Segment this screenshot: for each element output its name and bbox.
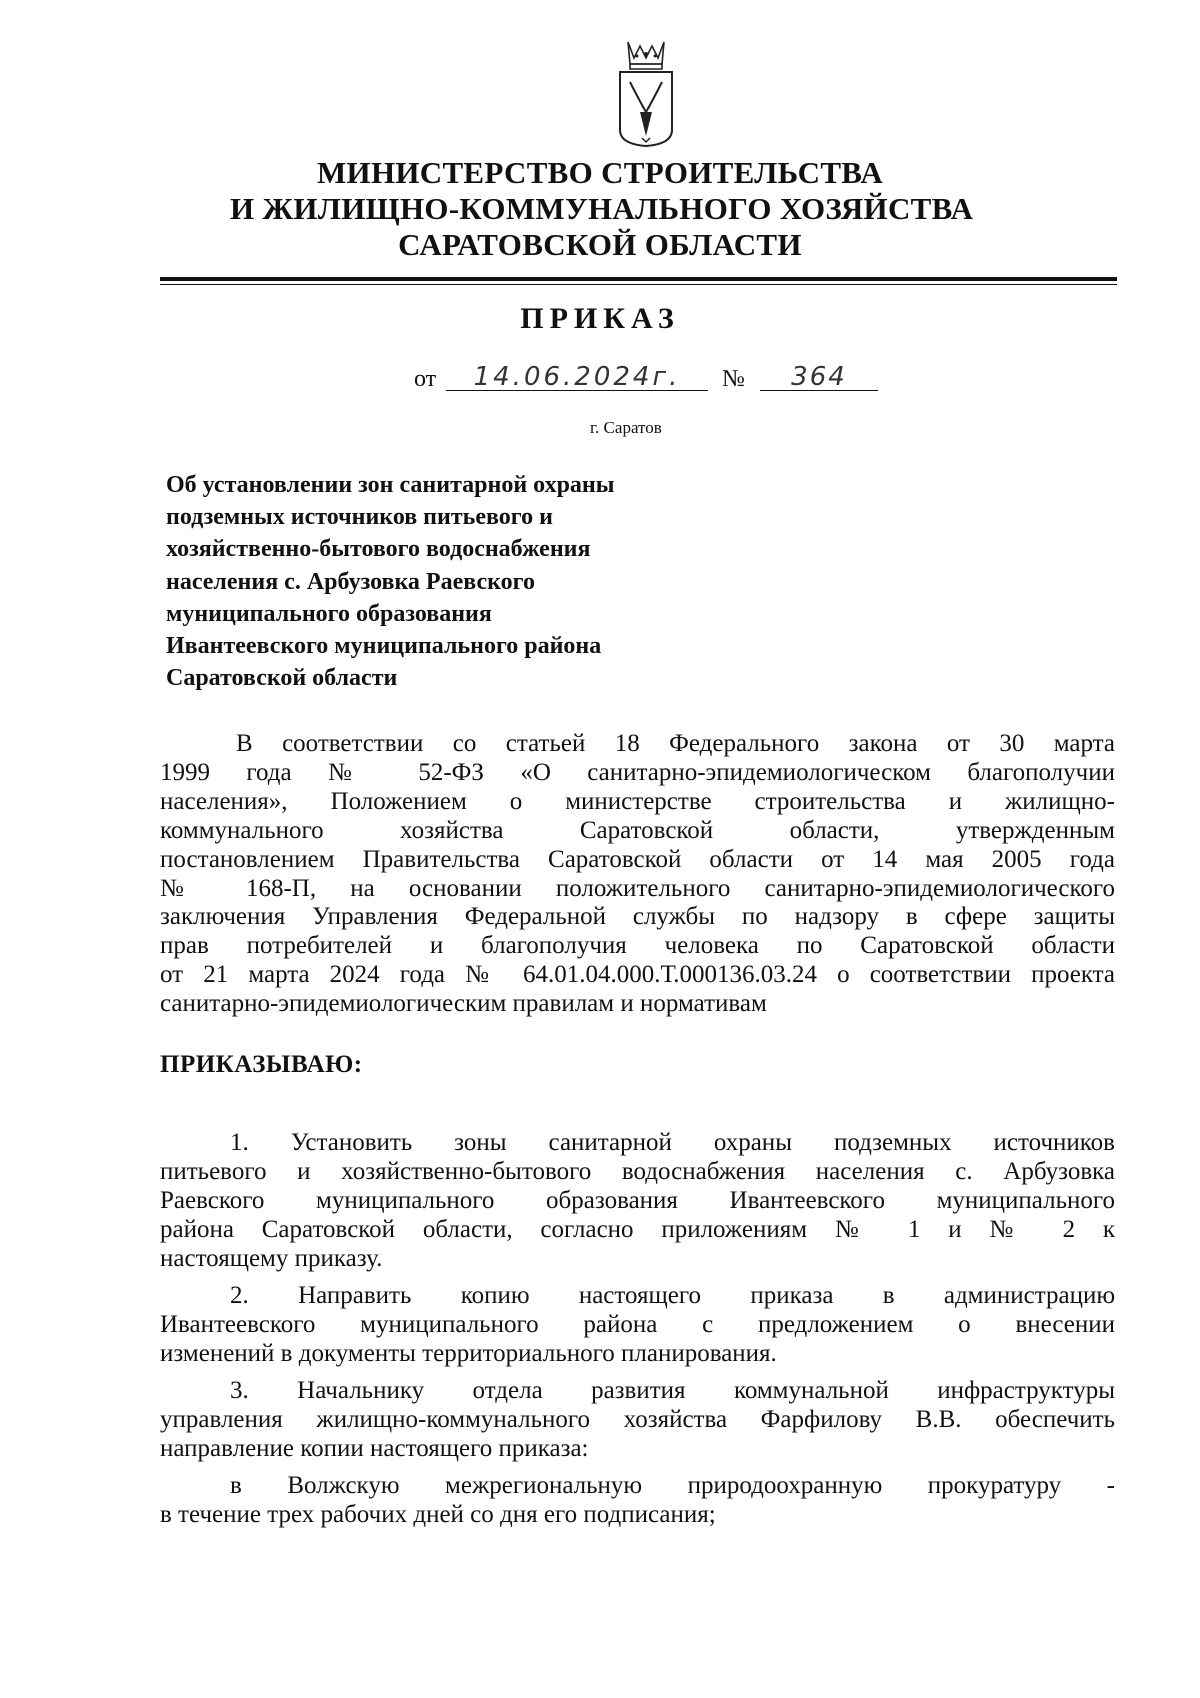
subject-line: подземных источников питьевого и <box>166 504 553 531</box>
issuing-city: г. Саратов <box>590 418 662 437</box>
item-gap <box>160 1463 1115 1471</box>
coat-of-arms-icon <box>610 38 682 148</box>
ministry-name <box>230 155 974 263</box>
order-number-handwritten: 364 <box>760 362 878 391</box>
item-3-line: направление копии настоящего приказа: <box>160 1435 589 1462</box>
order-subject <box>166 469 726 694</box>
subject-line: Об установлении зон санитарной охраны <box>166 472 615 498</box>
item-3-line: управления жилищно-коммунального хозяйства Фарфилову В.В. обеспечить <box>160 1406 1115 1433</box>
preamble-line: коммунального хозяйства Саратовской области, утвержденным <box>160 816 1115 844</box>
item-gap <box>160 1368 1115 1376</box>
header-divider-thick <box>160 277 1117 281</box>
item-3-sub-line: в Волжскую межрегиональную природоохранную прокуратуру - <box>230 1472 1115 1499</box>
preamble-line: санитарно-эпидемиологическим правилам и нормативам <box>160 990 767 1018</box>
item-1-line: Раевского муниципального образования Ивантеевского муниципального <box>160 1187 1115 1214</box>
header-divider-thin <box>160 284 1117 285</box>
item-2-line: 2. Направить копию настоящего приказа в администрацию <box>230 1282 1115 1309</box>
preamble-paragraph <box>160 730 1115 1019</box>
order-title: ПРИКАЗ <box>520 302 680 335</box>
subject-line: населения с. Арбузовка Раевского <box>166 568 535 595</box>
ministry-line: И ЖИЛИЩНО-КОММУНАЛЬНОГО ХОЗЯЙСТВА <box>230 191 974 226</box>
preamble-line: от 21 марта 2024 года № 64.01.04.000.Т.000136.03.24 о соответствии проекта <box>160 961 1115 989</box>
item-1-line: настоящему приказу. <box>160 1245 383 1272</box>
order-items <box>160 1128 1115 1529</box>
preamble-line: населения», Положением о министерстве строительства и жилищно- <box>160 787 1115 815</box>
subject-line: Ивантеевского муниципального района <box>166 633 602 660</box>
item-2-line: Ивантеевского муниципального района с предложением о внесении <box>160 1311 1115 1338</box>
number-sign-label: № <box>722 366 745 392</box>
preamble-line: № 168-П, на основании положительного санитарно-эпидемиологического <box>160 874 1115 902</box>
item-1-line: питьевого и хозяйственно-бытового водоснабжения населения с. Арбузовка <box>160 1158 1115 1185</box>
item-1-line: 1. Установить зоны санитарной охраны подземных источников <box>230 1129 1115 1156</box>
preamble-line: заключения Управления Федеральной службы по надзору в сфере защиты <box>160 903 1115 931</box>
subject-line: муниципального образования <box>166 600 492 627</box>
subject-line: Саратовской области <box>166 665 398 692</box>
orders-keyword: ПРИКАЗЫВАЮ: <box>160 1051 363 1078</box>
item-3-sub-line: в течение трех рабочих дней со дня его подписания; <box>160 1501 716 1528</box>
preamble-line: прав потребителей и благополучия человека по Саратовской области <box>160 932 1115 960</box>
subject-line: хозяйственно-бытового водоснабжения <box>166 536 591 563</box>
preamble-line: постановлением Правительства Саратовской области от 14 мая 2005 года <box>160 845 1115 873</box>
ministry-line: МИНИСТЕРСТВО СТРОИТЕЛЬСТВА <box>316 155 884 190</box>
date-prefix-label: от <box>414 366 437 392</box>
item-gap <box>160 1273 1115 1281</box>
order-date-handwritten: 14.06.2024г. <box>446 362 708 391</box>
preamble-line: В соответствии со статьей 18 Федерального закона от 30 марта <box>236 730 1115 757</box>
ministry-line: САРАТОВСКОЙ ОБЛАСТИ <box>398 227 802 262</box>
item-3-line: 3. Начальнику отдела развития коммунальной инфраструктуры <box>230 1377 1115 1404</box>
item-1-line: района Саратовской области, согласно приложениям № 1 и № 2 к <box>160 1216 1115 1243</box>
item-2-line: изменений в документы территориального планирования. <box>160 1340 777 1367</box>
order-date-number-line <box>410 362 880 398</box>
preamble-line: 1999 года № 52-ФЗ «О санитарно-эпидемиологическом благополучии <box>160 758 1115 786</box>
